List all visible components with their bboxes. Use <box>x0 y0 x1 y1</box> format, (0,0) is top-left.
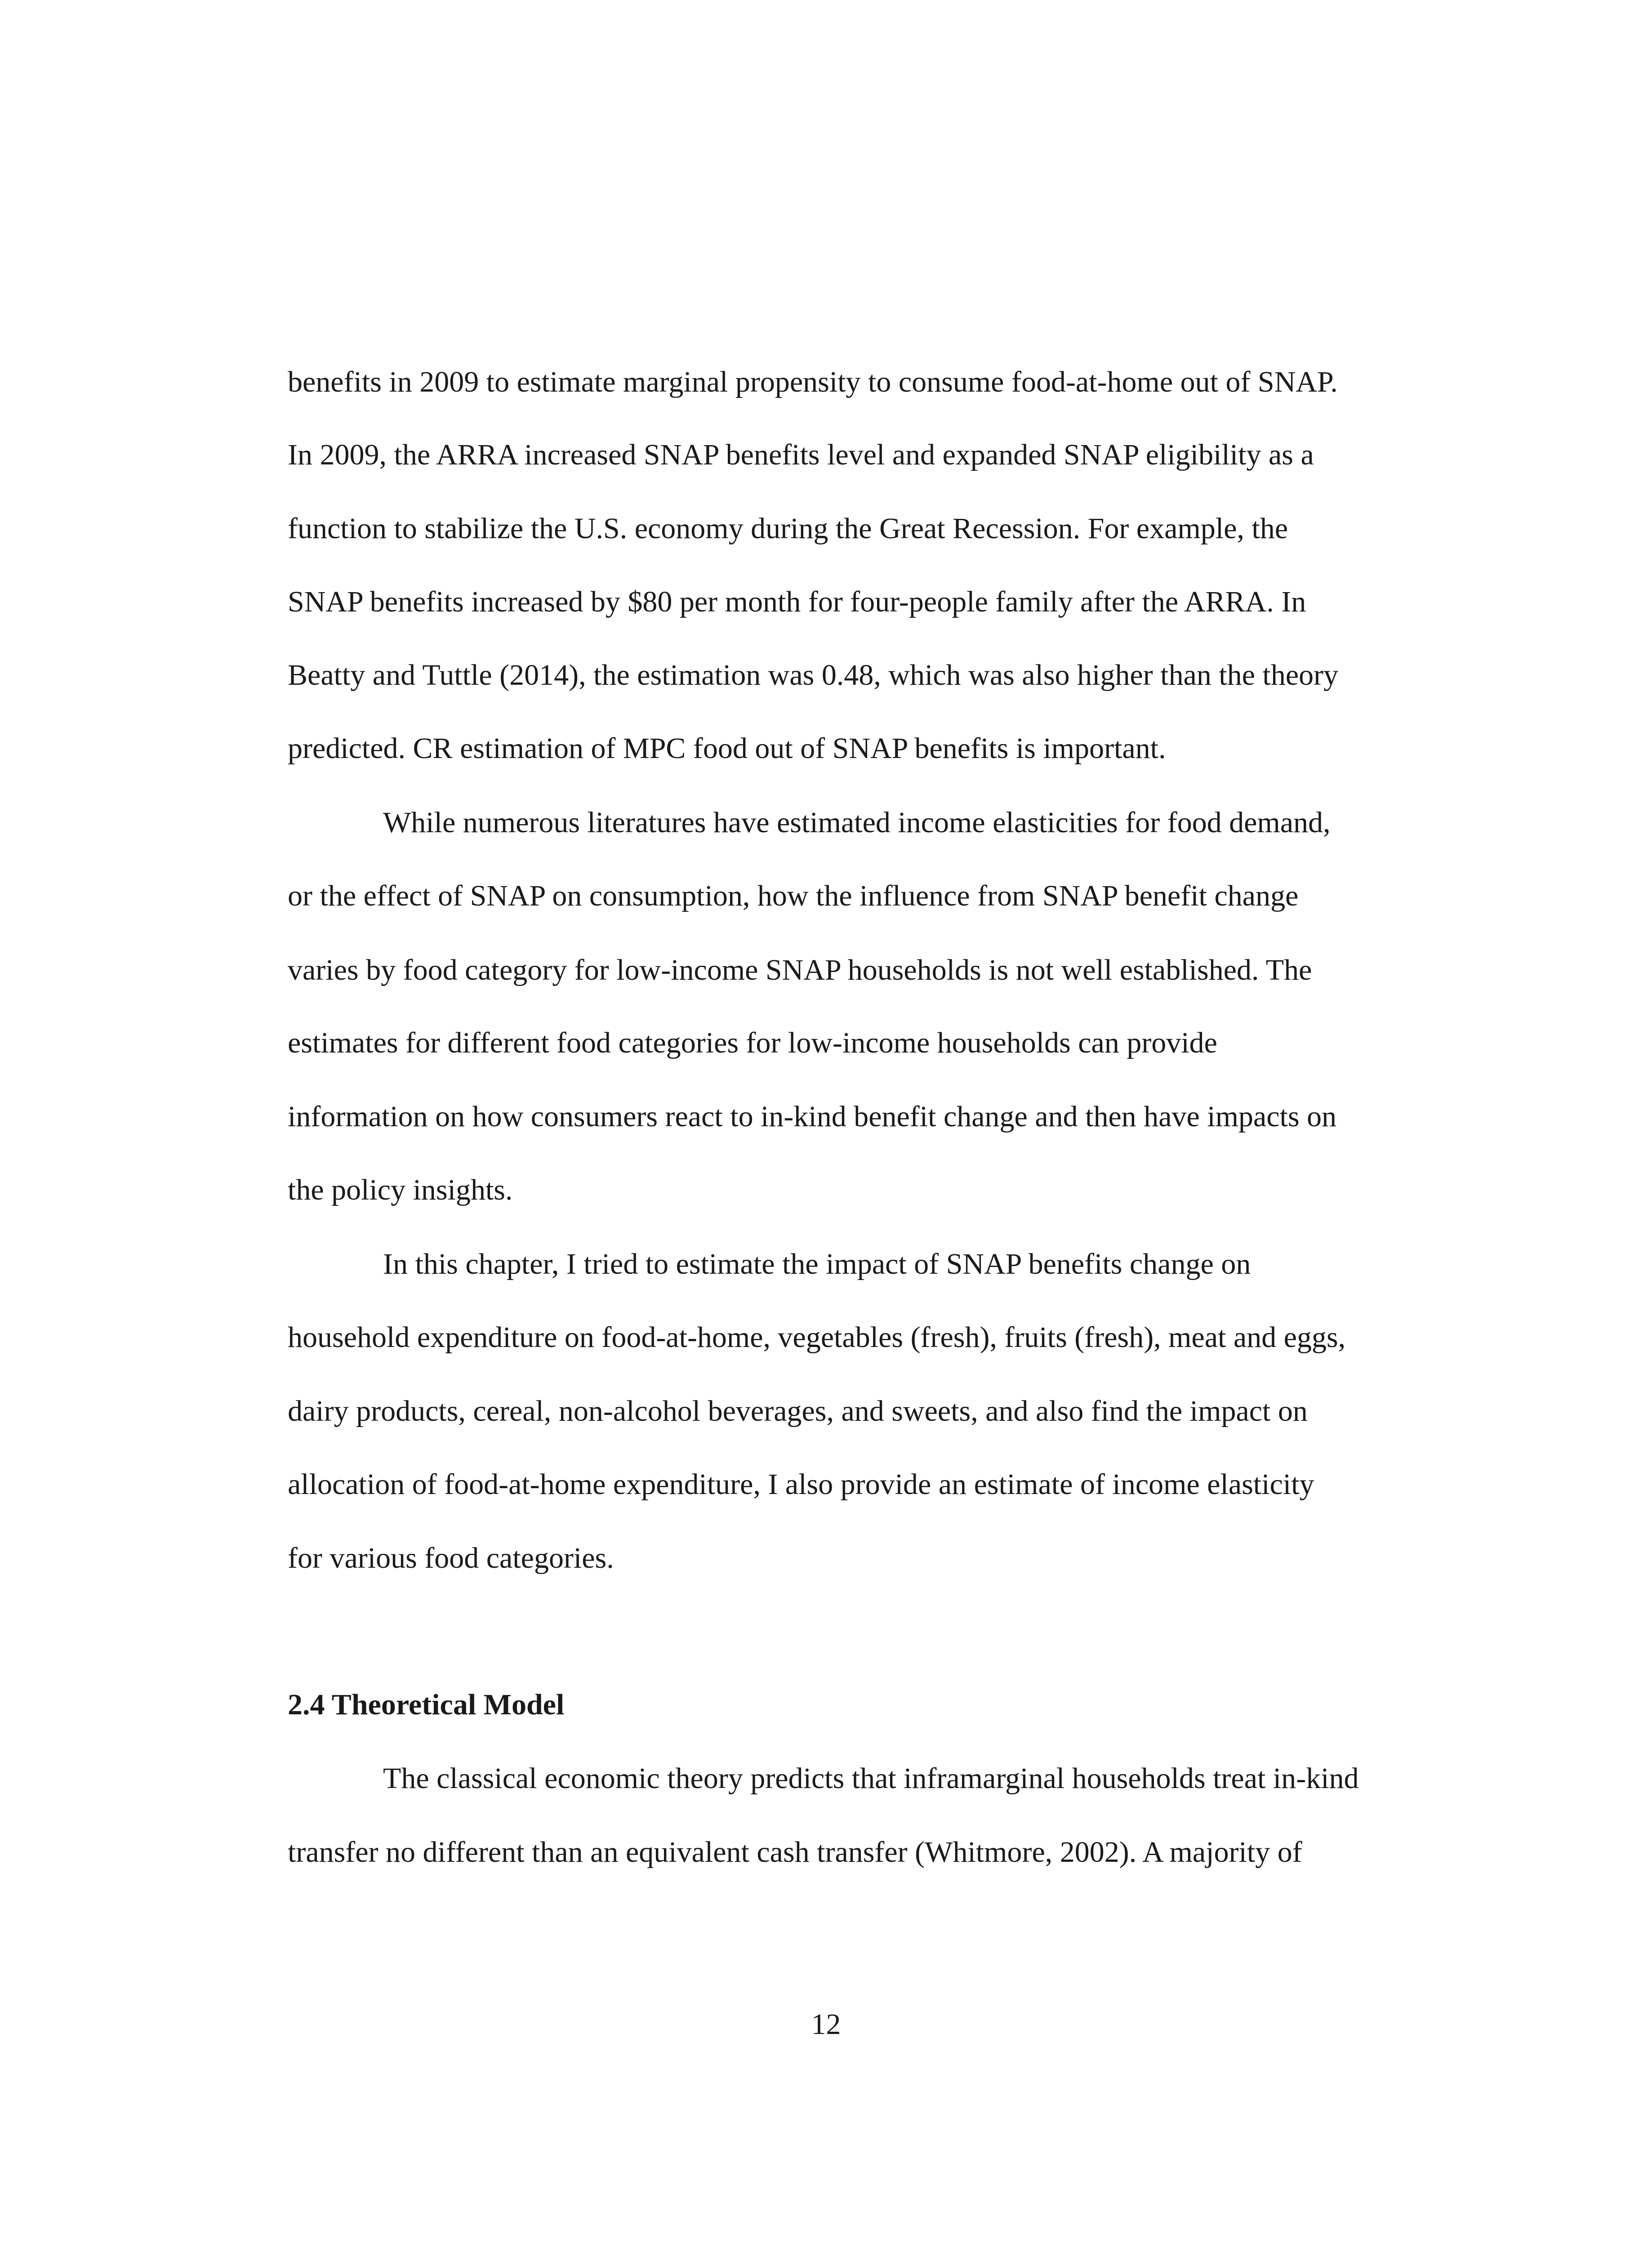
paragraph-1-line-6: predicted. CR estimation of MPC food out of SNAP benefits is important. <box>288 732 1166 765</box>
paragraph-1-line-5: Beatty and Tuttle (2014), the estimation was 0.48, which was also higher than the theory <box>288 659 1339 691</box>
paragraph-2-line-2: or the effect of SNAP on consumption, how the influence from SNAP benefit change <box>288 879 1299 912</box>
paragraph-3-line-3: dairy products, cereal, non-alcohol beverages, and sweets, and also find the impact on <box>288 1395 1308 1427</box>
paragraph-1-line-3: function to stabilize the U.S. economy during the Great Recession. For example, the <box>288 512 1288 545</box>
paragraph-1-line-1: benefits in 2009 to estimate marginal propensity to consume food-at-home out of SNAP. <box>288 366 1338 398</box>
paragraph-3-line-2: household expenditure on food-at-home, vegetables (fresh), fruits (fresh), meat and eggs, <box>288 1321 1346 1354</box>
paragraph-2-line-5: information on how consumers react to in-kind benefit change and then have impacts on <box>288 1100 1337 1133</box>
paragraph-2-line-3: varies by food category for low-income SNAP households is not well established. The <box>288 954 1312 986</box>
page-number: 12 <box>811 2008 841 2041</box>
section-heading: 2.4 Theoretical Model <box>288 1688 565 1721</box>
paragraph-3-line-5: for various food categories. <box>288 1542 614 1574</box>
paragraph-3-line-1: In this chapter, I tried to estimate the impact of SNAP benefits change on <box>383 1248 1251 1280</box>
section-paragraph-line-1: The classical economic theory predicts that inframarginal households treat in-kind <box>383 1762 1359 1795</box>
paragraph-1-line-4: SNAP benefits increased by $80 per month for four-people family after the ARRA. In <box>288 585 1306 618</box>
section-paragraph-line-2: transfer no different than an equivalent cash transfer (Whitmore, 2002). A majority of <box>288 1836 1302 1869</box>
paragraph-2-line-4: estimates for different food categories for low-income households can provide <box>288 1026 1217 1059</box>
paragraph-2-line-1: While numerous literatures have estimated income elasticities for food demand, <box>383 806 1331 839</box>
paragraph-3-line-4: allocation of food-at-home expenditure, I also provide an estimate of income elasticity <box>288 1468 1314 1501</box>
paragraph-1-line-2: In 2009, the ARRA increased SNAP benefits level and expanded SNAP eligibility as a <box>288 438 1314 471</box>
paragraph-2-line-6: the policy insights. <box>288 1173 513 1206</box>
